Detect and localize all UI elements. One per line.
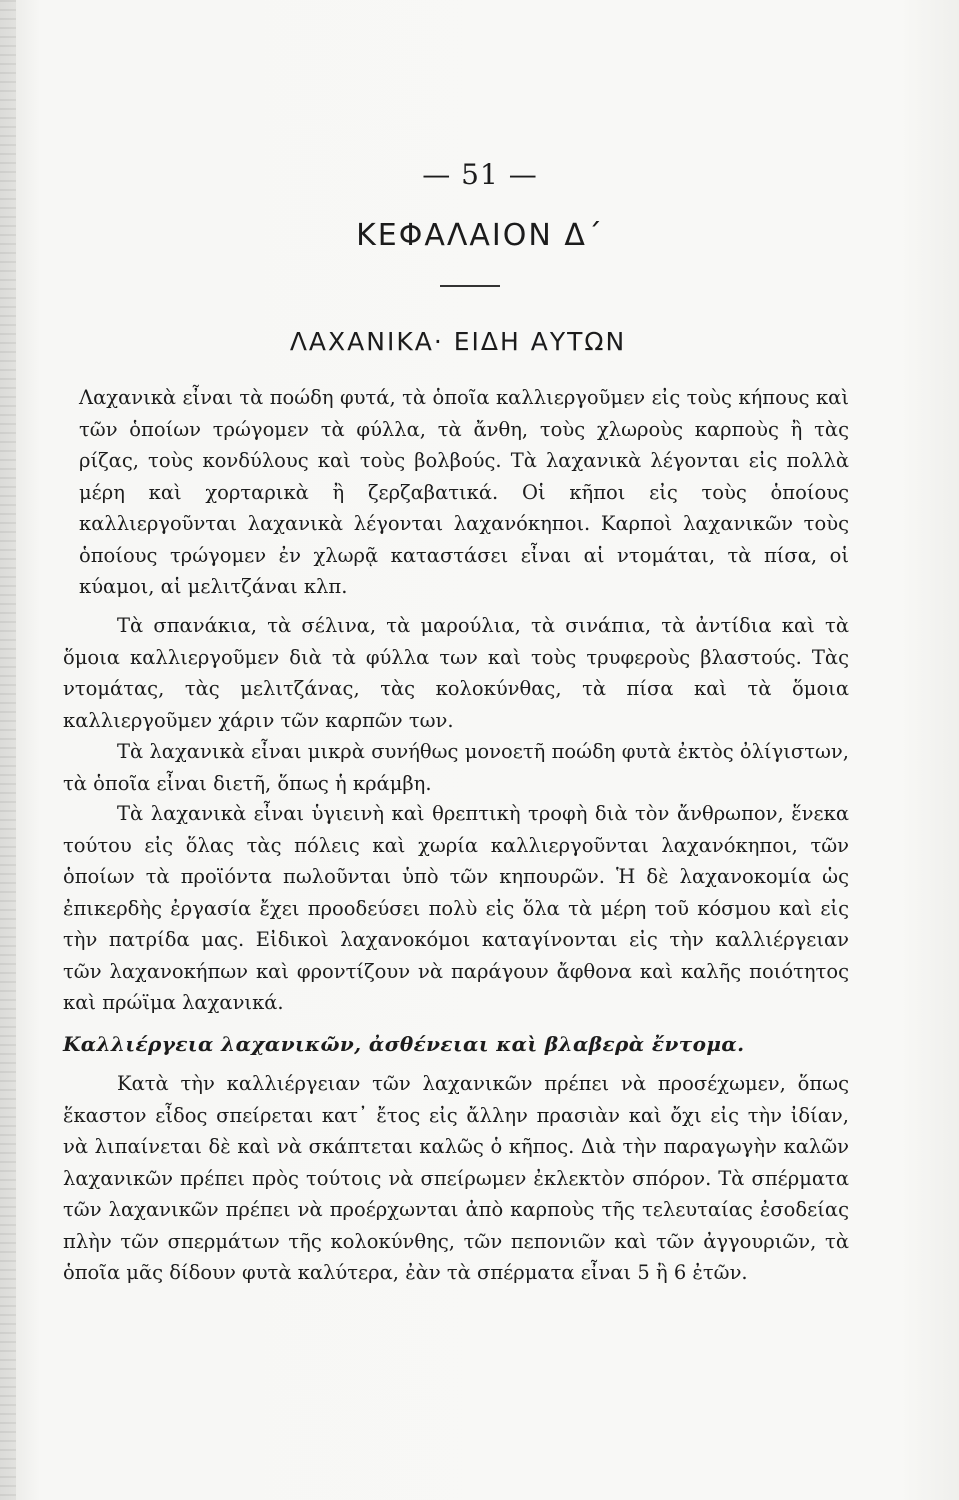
page-binding-edge xyxy=(0,0,16,1500)
paragraph-nutrition-and-trade: Τὰ λαχανικὰ εἶναι ὑγιεινὴ καὶ θρεπτικὴ τροφὴ διὰ τὸν ἄνθρωπον, ἕνεκα τούτου εἰς ὅλας τὰς πόλεις καὶ χωρία καλλιεργοῦνται λαχανόκηποι, τῶν ὁποίων τὰ προϊόντα πωλοῦνται ὑπὸ τῶν κηπουρῶν. Ἡ δὲ λαχανοκομία ὡς ἐπικερδὴς ἐργασία ἔχει προοδεύσει πολὺ εἰς ὅλα τὰ μέρη τοῦ κόσμου καὶ εἰς τὴν πατρίδα μας. Εἰδικοὶ λαχανοκόμοι καταγίνονται εἰς τὴν καλλιέργειαν τῶν λαχανοκήπων καὶ φροντίζουν νὰ παράγουν ἄφθονα καὶ καλῆς ποιότητος καὶ πρώϊμα λαχανικά. xyxy=(63,802,849,1014)
heading-divider xyxy=(440,285,500,287)
paragraph-leaf-and-fruit-vegetables: Τὰ σπανάκια, τὰ σέλινα, τὰ μαρούλια, τὰ σινάπια, τὰ ἀντίδια καὶ τὰ ὅμοια καλλιεργοῦμεν διὰ τὰ φύλλα των καὶ τοὺς τρυφεροὺς βλαστούς. Τὰς ντομάτας, τὰς μελιτζάνας, τὰς κολοκύνθας, τὰ πίσα καὶ τὰ ὅμοια καλλιεργοῦμεν χάριν τῶν καρπῶν των. xyxy=(63,614,849,732)
paragraph-block xyxy=(63,798,849,1019)
chapter-heading: ΚΕΦΑΛΑΙΟΝ Δ΄ xyxy=(356,218,604,253)
page-number: — 51 — xyxy=(422,158,538,191)
paragraph-annual-plants: Τὰ λαχανικὰ εἶναι μικρὰ συνήθως μονοετῆ ποώδη φυτὰ ἐκτὸς ὀλίγιστων, τὰ ὁποῖα εἶναι διετῆ, ὅπως ἡ κράμβη. xyxy=(63,740,849,795)
paragraph-block xyxy=(63,1068,849,1289)
paragraph-cultivation-seeds: Κατὰ τὴν καλλιέργειαν τῶν λαχανικῶν πρέπει νὰ προσέχωμεν, ὅπως ἕκαστον εἶδος σπείρεται κατ᾽ ἔτος εἰς ἄλλην πρασιὰν καὶ ὄχι εἰς τὴν ἰδίαν, νὰ λιπαίνεται δὲ καὶ νὰ σκάπτεται καλῶς ὁ κῆπος. Διὰ τὴν παραγωγὴν καλῶν λαχανικῶν πρέπει πρὸς τούτοις νὰ σπείρωμεν ἐκλεκτὸν σπόρον. Τὰ σπέρματα τῶν λαχανικῶν πρέπει νὰ προέρχωνται ἀπὸ καρποὺς τῆς τελευταίας ἐσοδείας πλὴν τῶν σπερμάτων τῆς κολοκύνθης, τῶν πεπονιῶν καὶ τῶν ἀγγουριῶν, τὰ ὁποῖα μᾶς δίδουν φυτὰ καλύτερα, ἐὰν τὰ σπέρματα εἶναι 5 ἢ 6 ἐτῶν. xyxy=(63,1072,849,1284)
paragraph-block xyxy=(63,736,849,799)
paragraph-block xyxy=(63,610,849,736)
paragraph-block xyxy=(63,382,849,603)
section-heading: ΛΑΧΑΝΙΚΑ· ΕΙΔΗ ΑΥΤΩΝ xyxy=(289,327,627,356)
cultivation-subheading: Καλλιέργεια λαχανικῶν, ἀσθένειαι καὶ βλαβερὰ ἔντομα. xyxy=(63,1032,745,1056)
paragraph-vegetables-definition: Λαχανικὰ εἶναι τὰ ποώδη φυτά, τὰ ὁποῖα καλλιεργοῦμεν εἰς τοὺς κήπους καὶ τῶν ὁποίων τρώγομεν τὰ φύλλα, τὰ ἄνθη, τοὺς χλωροὺς καρποὺς ἢ τὰς ρίζας, τοὺς κονδύλους καὶ τοὺς βολβούς. Τὰ λαχανικὰ λέγονται εἰς πολλὰ μέρη καὶ χορταρικὰ ἢ ζερζαβατικά. Οἱ κῆποι εἰς τοὺς ὁποίους καλλιεργοῦνται λαχανικὰ λέγονται λαχανόκηποι. Καρποὶ λαχανικῶν τοὺς ὁποίους τρώγομεν ἐν χλωρᾷ καταστάσει εἶναι αἱ ντομάται, τὰ πίσα, οἱ κύαμοι, αἱ μελιτζάναι κλπ. xyxy=(79,386,849,598)
